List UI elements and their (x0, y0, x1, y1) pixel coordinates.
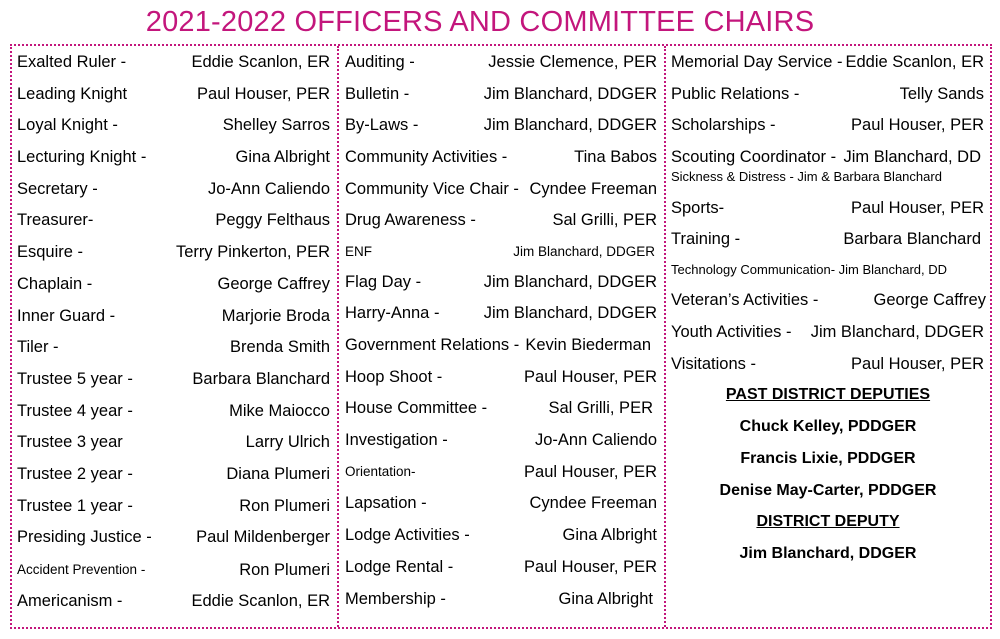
role-label: ENF (345, 244, 372, 259)
roster-row (671, 227, 984, 251)
roster-row (671, 113, 984, 137)
role-label: Drug Awareness - (345, 211, 476, 229)
roster-row (345, 365, 657, 389)
member-name: George Caffrey (873, 291, 986, 309)
member-name: Gina Albright (235, 148, 330, 166)
role-label: House Committee - (345, 399, 488, 417)
member-name: Paul Houser, PER (197, 85, 330, 103)
column-divider-2 (664, 46, 666, 627)
member-name: Peggy Felthaus (215, 211, 330, 229)
role-label: Scholarships - (671, 116, 776, 134)
roster-row (17, 430, 330, 454)
roster-row (17, 335, 330, 359)
roster-row (671, 288, 984, 312)
roster-row (17, 208, 330, 232)
past-deputy-name: Denise May-Carter, PDDGER (719, 482, 937, 499)
roster-row (345, 587, 657, 611)
roster-row (17, 304, 330, 328)
role-label: Chaplain - (17, 275, 93, 293)
role-label: Inner Guard - (17, 307, 116, 325)
member-name: Gina Albright (562, 526, 657, 544)
member-name: Paul Houser, PER (851, 116, 984, 134)
role-label: Scouting Coordinator - (671, 148, 837, 166)
member-name: Tina Babos (574, 148, 657, 166)
member-name: Jim Blanchard, DD (843, 148, 981, 166)
past-deputy-name: Chuck Kelley, PDDGER (739, 418, 917, 435)
member-name: Brenda Smith (230, 338, 330, 356)
role-label: Auditing - (345, 53, 415, 71)
member-name: Paul Houser, PER (524, 368, 657, 386)
roster-row (17, 82, 330, 106)
member-name: Telly Sands (899, 85, 984, 103)
member-name: Ron Plumeri (239, 497, 330, 515)
role-label: Technology Communication- Jim Blanchard, DD (671, 262, 948, 277)
roster-row (17, 177, 330, 201)
role-label: Memorial Day Service - (671, 53, 843, 71)
member-name: Jo-Ann Caliendo (208, 180, 330, 198)
member-name: Sal Grilli, PER (552, 211, 657, 229)
role-label: Youth Activities - (671, 323, 792, 341)
roster-row (345, 333, 657, 357)
role-label: By-Laws - (345, 116, 419, 134)
roster-row (671, 320, 984, 344)
member-name: Gina Albright (558, 590, 653, 608)
role-label: Trustee 1 year - (17, 497, 133, 515)
role-label: Veteran’s Activities - (671, 291, 819, 309)
role-label: Community Activities - (345, 148, 508, 166)
member-name: Jessie Clemence, PER (488, 53, 657, 71)
roster-row (345, 82, 657, 106)
roster-row (17, 50, 330, 74)
roster-row (17, 145, 330, 169)
roster-row (345, 555, 657, 579)
member-name: Jo-Ann Caliendo (535, 431, 657, 449)
member-name: Jim Blanchard, DDGER (810, 323, 984, 341)
role-label: Trustee 5 year - (17, 370, 133, 388)
role-label: Lodge Activities - (345, 526, 470, 544)
role-label: Presiding Justice - (17, 528, 152, 546)
roster-row (345, 460, 657, 484)
past-district-deputies-heading: PAST DISTRICT DEPUTIES (725, 386, 931, 403)
roster-row (17, 113, 330, 137)
roster-row (345, 50, 657, 74)
member-name: Terry Pinkerton, PER (175, 243, 330, 261)
district-deputy-heading: DISTRICT DEPUTY (756, 513, 900, 530)
member-name: Eddie Scanlon, ER (191, 53, 330, 71)
member-name: Paul Mildenberger (196, 528, 330, 546)
roster-row (17, 558, 330, 582)
member-name: Cyndee Freeman (529, 180, 657, 198)
roster-row (17, 240, 330, 264)
page-title: 2021-2022 OFFICERS AND COMMITTEE CHAIRS (145, 6, 815, 38)
roster-row (345, 240, 657, 264)
member-name: Jim Blanchard, DDGER (483, 85, 657, 103)
roster-row (671, 258, 984, 282)
role-label: Sickness & Distress - Jim & Barbara Blanchard (671, 169, 942, 184)
member-name: Barbara Blanchard (843, 230, 981, 248)
member-name: Mike Maiocco (229, 402, 330, 420)
role-label: Visitations - (671, 355, 756, 373)
roster-row (345, 113, 657, 137)
role-label: Esquire - (17, 243, 84, 261)
roster-row (345, 523, 657, 547)
role-label: Lodge Rental - (345, 558, 454, 576)
role-label: Flag Day - (345, 273, 422, 291)
roster-row (671, 196, 984, 220)
member-name: Diana Plumeri (226, 465, 330, 483)
member-name: Jim Blanchard, DDGER (483, 116, 657, 134)
role-label: Treasurer- (17, 211, 94, 229)
member-name: Kevin Biederman (525, 336, 651, 354)
member-name: Paul Houser, PER (524, 463, 657, 481)
role-label: Lapsation - (345, 494, 427, 512)
roster-row (345, 396, 657, 420)
role-label: Training - (671, 230, 741, 248)
member-name: Larry Ulrich (245, 433, 330, 451)
member-name: Jim Blanchard, DDGER (483, 304, 657, 322)
member-name: Marjorie Broda (221, 307, 330, 325)
roster-row (671, 165, 984, 189)
member-name: Eddie Scanlon, ER (191, 592, 330, 610)
roster-row (345, 208, 657, 232)
role-label: Hoop Shoot - (345, 368, 443, 386)
role-label: Exalted Ruler - (17, 53, 127, 71)
member-name: Ron Plumeri (239, 561, 330, 579)
roster-row (17, 525, 330, 549)
roster-row (17, 589, 330, 613)
roster-row (345, 270, 657, 294)
roster-row (17, 494, 330, 518)
member-name: George Caffrey (217, 275, 330, 293)
roster-row (671, 352, 984, 376)
roster-row (17, 399, 330, 423)
roster-row (671, 82, 984, 106)
roster-row (345, 428, 657, 452)
roster-row (345, 177, 657, 201)
member-name: Barbara Blanchard (192, 370, 330, 388)
role-label: Government Relations - (345, 336, 520, 354)
role-label: Investigation - (345, 431, 448, 449)
roster-row (671, 50, 984, 74)
member-name: Paul Houser, PER (524, 558, 657, 576)
roster-row (17, 367, 330, 391)
role-label: Harry-Anna - (345, 304, 440, 322)
role-label: Trustee 2 year - (17, 465, 133, 483)
roster-row (17, 272, 330, 296)
roster-row (345, 301, 657, 325)
role-label: Americanism - (17, 592, 123, 610)
member-name: Shelley Sarros (222, 116, 330, 134)
role-label: Secretary - (17, 180, 98, 198)
member-name: Cyndee Freeman (529, 494, 657, 512)
member-name: Jim Blanchard, DDGER (483, 273, 657, 291)
role-label: Trustee 4 year - (17, 402, 133, 420)
roster-row (17, 462, 330, 486)
member-name: Jim Blanchard, DDGER (513, 244, 655, 259)
member-name: Eddie Scanlon, ER (845, 53, 984, 71)
member-name: Paul Houser, PER (851, 355, 984, 373)
role-label: Community Vice Chair - (345, 180, 519, 198)
role-label: Orientation- (345, 464, 416, 479)
role-label: Public Relations - (671, 85, 800, 103)
role-label: Lecturing Knight - (17, 148, 147, 166)
role-label: Loyal Knight - (17, 116, 118, 134)
role-label: Membership - (345, 590, 446, 608)
role-label: Tiler - (17, 338, 59, 356)
column-divider-1 (337, 46, 339, 627)
role-label: Leading Knight (17, 85, 128, 103)
role-label: Accident Prevention - (17, 562, 146, 577)
role-label: Sports- (671, 199, 725, 217)
role-label: Trustee 3 year (17, 433, 123, 451)
district-deputy-name: Jim Blanchard, DDGER (739, 545, 917, 562)
past-deputy-name: Francis Lixie, PDDGER (740, 450, 916, 467)
role-label: Bulletin - (345, 85, 410, 103)
roster-row (345, 145, 657, 169)
member-name: Sal Grilli, PER (548, 399, 653, 417)
member-name: Paul Houser, PER (851, 199, 984, 217)
roster-row (345, 491, 657, 515)
